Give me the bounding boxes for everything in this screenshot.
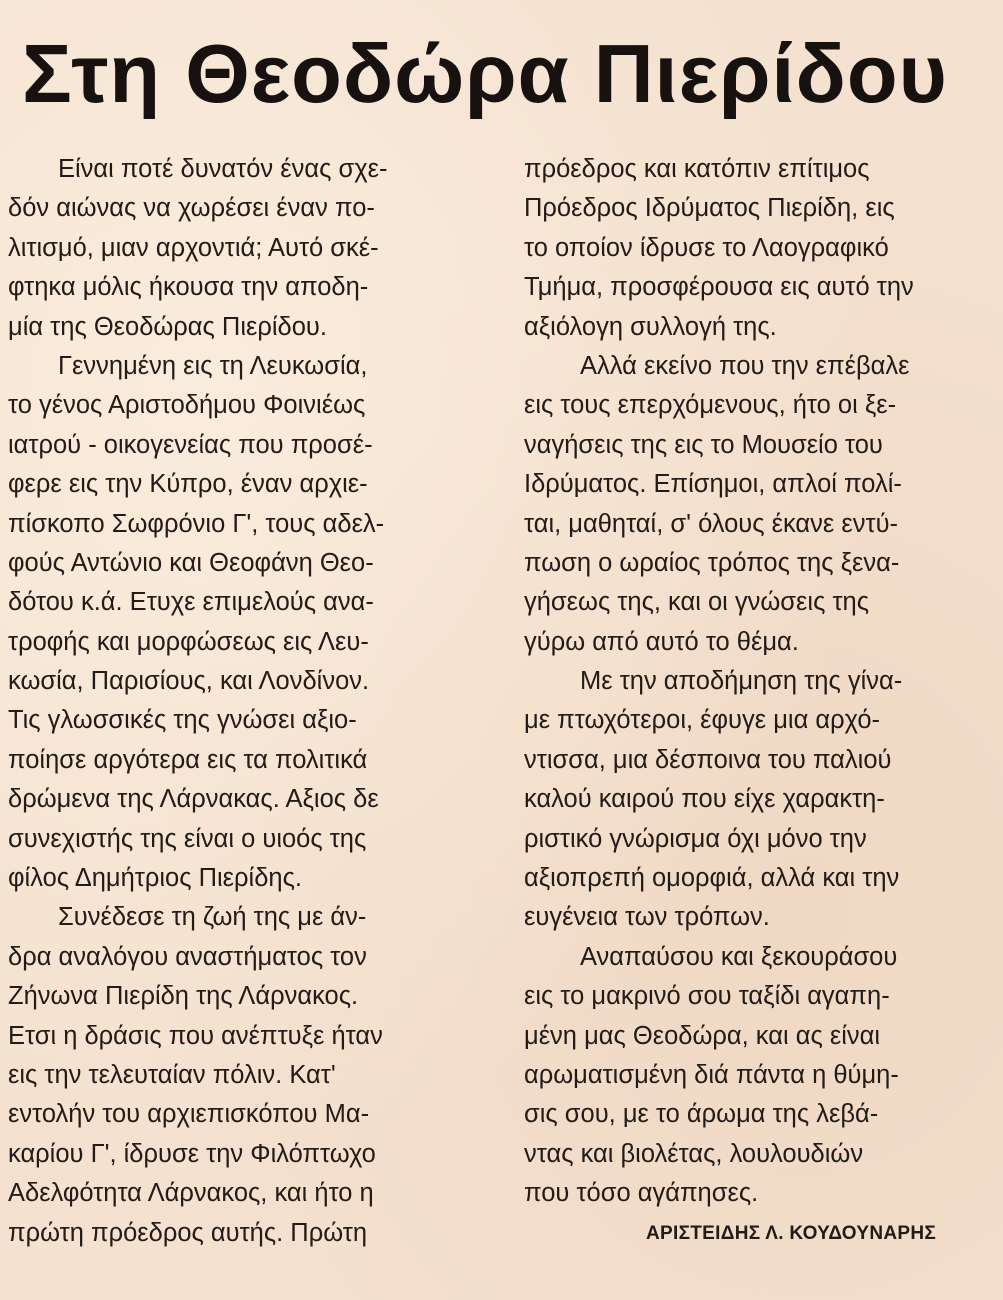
text-line: συνεχιστής της είναι ο υιοός της (8, 824, 367, 853)
text-line: φίλος Δημήτριος Πιερίδης. (8, 864, 302, 893)
article-headline: Στη Θεοδώρα Πιερίδου (22, 27, 948, 120)
text-line: δρα αναλόγου αναστήματος τον (8, 942, 367, 971)
text-line: Με την αποδήμηση της γίνα- (580, 667, 903, 696)
article-column-right-body (524, 150, 1003, 1214)
text-line: Ετσι η δράσις που ανέπτυξε ήταν (8, 1021, 383, 1050)
text-line: Είναι ποτέ δυνατόν ένας σχε- (58, 155, 388, 183)
text-line: Αλλά εκείνο που την επέβαλε (580, 351, 910, 380)
text-line: δρώμενα της Λάρνακας. Αξιος δε (8, 785, 379, 814)
text-line: ευγένεια των τρόπων. (524, 903, 770, 932)
text-line: εντολήν του αρχιεπισκόπου Μα- (8, 1100, 370, 1129)
text-line: που τόσο αγάπησες. (524, 1179, 759, 1208)
text-line: εις τους επερχόμενους, ήτο οι ξε- (524, 391, 897, 420)
text-line: ριστικό γνώρισμα όχι μόνο την (524, 824, 867, 853)
text-line: πωση ο ωραίος τρόπος της ξενα- (524, 548, 900, 577)
text-line: σις σου, με το άρωμα της λεβά- (524, 1100, 879, 1129)
text-line: ντας και βιολέτας, λουλουδιών (524, 1139, 864, 1168)
text-line: το οποίον ίδρυσε το Λαογραφικό (524, 233, 889, 262)
text-line: αρωματισμένη διά πάντα η θύμη- (524, 1060, 899, 1089)
text-line: λιτισμό, μιαν αρχοντιά; Αυτό σκέ- (8, 233, 379, 262)
text-line: κωσία, Παρισίους, και Λονδίνον. (8, 667, 370, 696)
text-line: μένη μας Θεοδώρα, και ας είναι (524, 1021, 881, 1050)
text-line: τροφής και μορφώσεως εις Λευ- (8, 627, 369, 656)
text-line: Γεννημένη εις τη Λευκωσία, (58, 351, 368, 380)
text-line: Ζήνωνα Πιερίδη της Λάρνακος. (8, 982, 359, 1011)
author-signature: ΑΡΙΣΤΕΙΔΗΣ Λ. ΚΟΥΔΟΥΝΑΡΗΣ (646, 1222, 937, 1244)
text-line: εις την τελευταίαν πόλιν. Κατ' (8, 1060, 336, 1089)
text-line: αξιοπρεπή ομορφιά, αλλά και την (524, 864, 900, 893)
article-column-right (524, 150, 1003, 1253)
text-line: φτηκα μόλις ήκουσα την αποδη- (8, 273, 369, 302)
text-line: ναγήσεις της εις το Μουσείο του (524, 430, 883, 459)
text-line: δόν αιώνας να χωρέσει έναν πο- (8, 194, 375, 223)
text-line: ιατρού - οικογενείας που προσέ- (8, 430, 373, 459)
text-line: Αναπαύσου και ξεκουράσου (580, 942, 898, 971)
text-line: καρίου Γ', ίδρυσε την Φιλόπτωχο (8, 1139, 376, 1168)
text-line: ται, μαθηταί, σ' όλους έκανε εντύ- (524, 509, 899, 538)
text-line: αξιόλογη συλλογή της. (524, 312, 777, 341)
text-line: πρόεδρος και κατόπιν επίτιμος (524, 155, 870, 183)
text-line: Τις γλωσσικές της γνώσει αξιο- (8, 706, 357, 735)
text-line: Ιδρύματος. Επίσημοι, απλοί πολί- (524, 470, 902, 499)
text-line: Συνέδεσε τη ζωή της με άν- (58, 903, 367, 932)
text-line: με πτωχότεροι, έφυγε μια αρχό- (524, 706, 881, 735)
text-line: ποίησε αργότερα εις τα πολιτικά (8, 745, 368, 774)
text-line: γύρω από αυτό το θέμα. (524, 627, 799, 656)
text-line: Αδελφότητα Λάρνακος, και ήτο η (8, 1179, 374, 1208)
text-line: δότου κ.ά. Ετυχε επιμελούς ανα- (8, 588, 374, 617)
text-line: φερε εις την Κύπρο, έναν αρχιε- (8, 470, 368, 499)
text-line: γήσεως της, και οι γνώσεις της (524, 588, 869, 617)
text-line: Πρόεδρος Ιδρύματος Πιερίδη, εις (524, 194, 895, 223)
text-line: πίσκοπο Σωφρόνιο Γ', τους αδελ- (8, 509, 385, 538)
article-column-left (8, 150, 490, 1253)
text-line: καλού καιρού που είχε χαρακτη- (524, 785, 885, 814)
text-line: ντισσα, μια δέσποινα του παλιού (524, 745, 892, 774)
text-line: εις το μακρινό σου ταξίδι αγαπη- (524, 982, 890, 1011)
text-line: πρώτη πρόεδρος αυτής. Πρώτη (8, 1218, 368, 1247)
text-line: το γένος Αριστοδήμου Φοινιέως (8, 391, 366, 420)
text-line: μία της Θεοδώρας Πιερίδου. (8, 312, 327, 341)
text-line: φούς Αντώνιο και Θεοφάνη Θεο- (8, 548, 374, 577)
text-line: Τμήμα, προσφέρουσα εις αυτό την (524, 273, 914, 302)
